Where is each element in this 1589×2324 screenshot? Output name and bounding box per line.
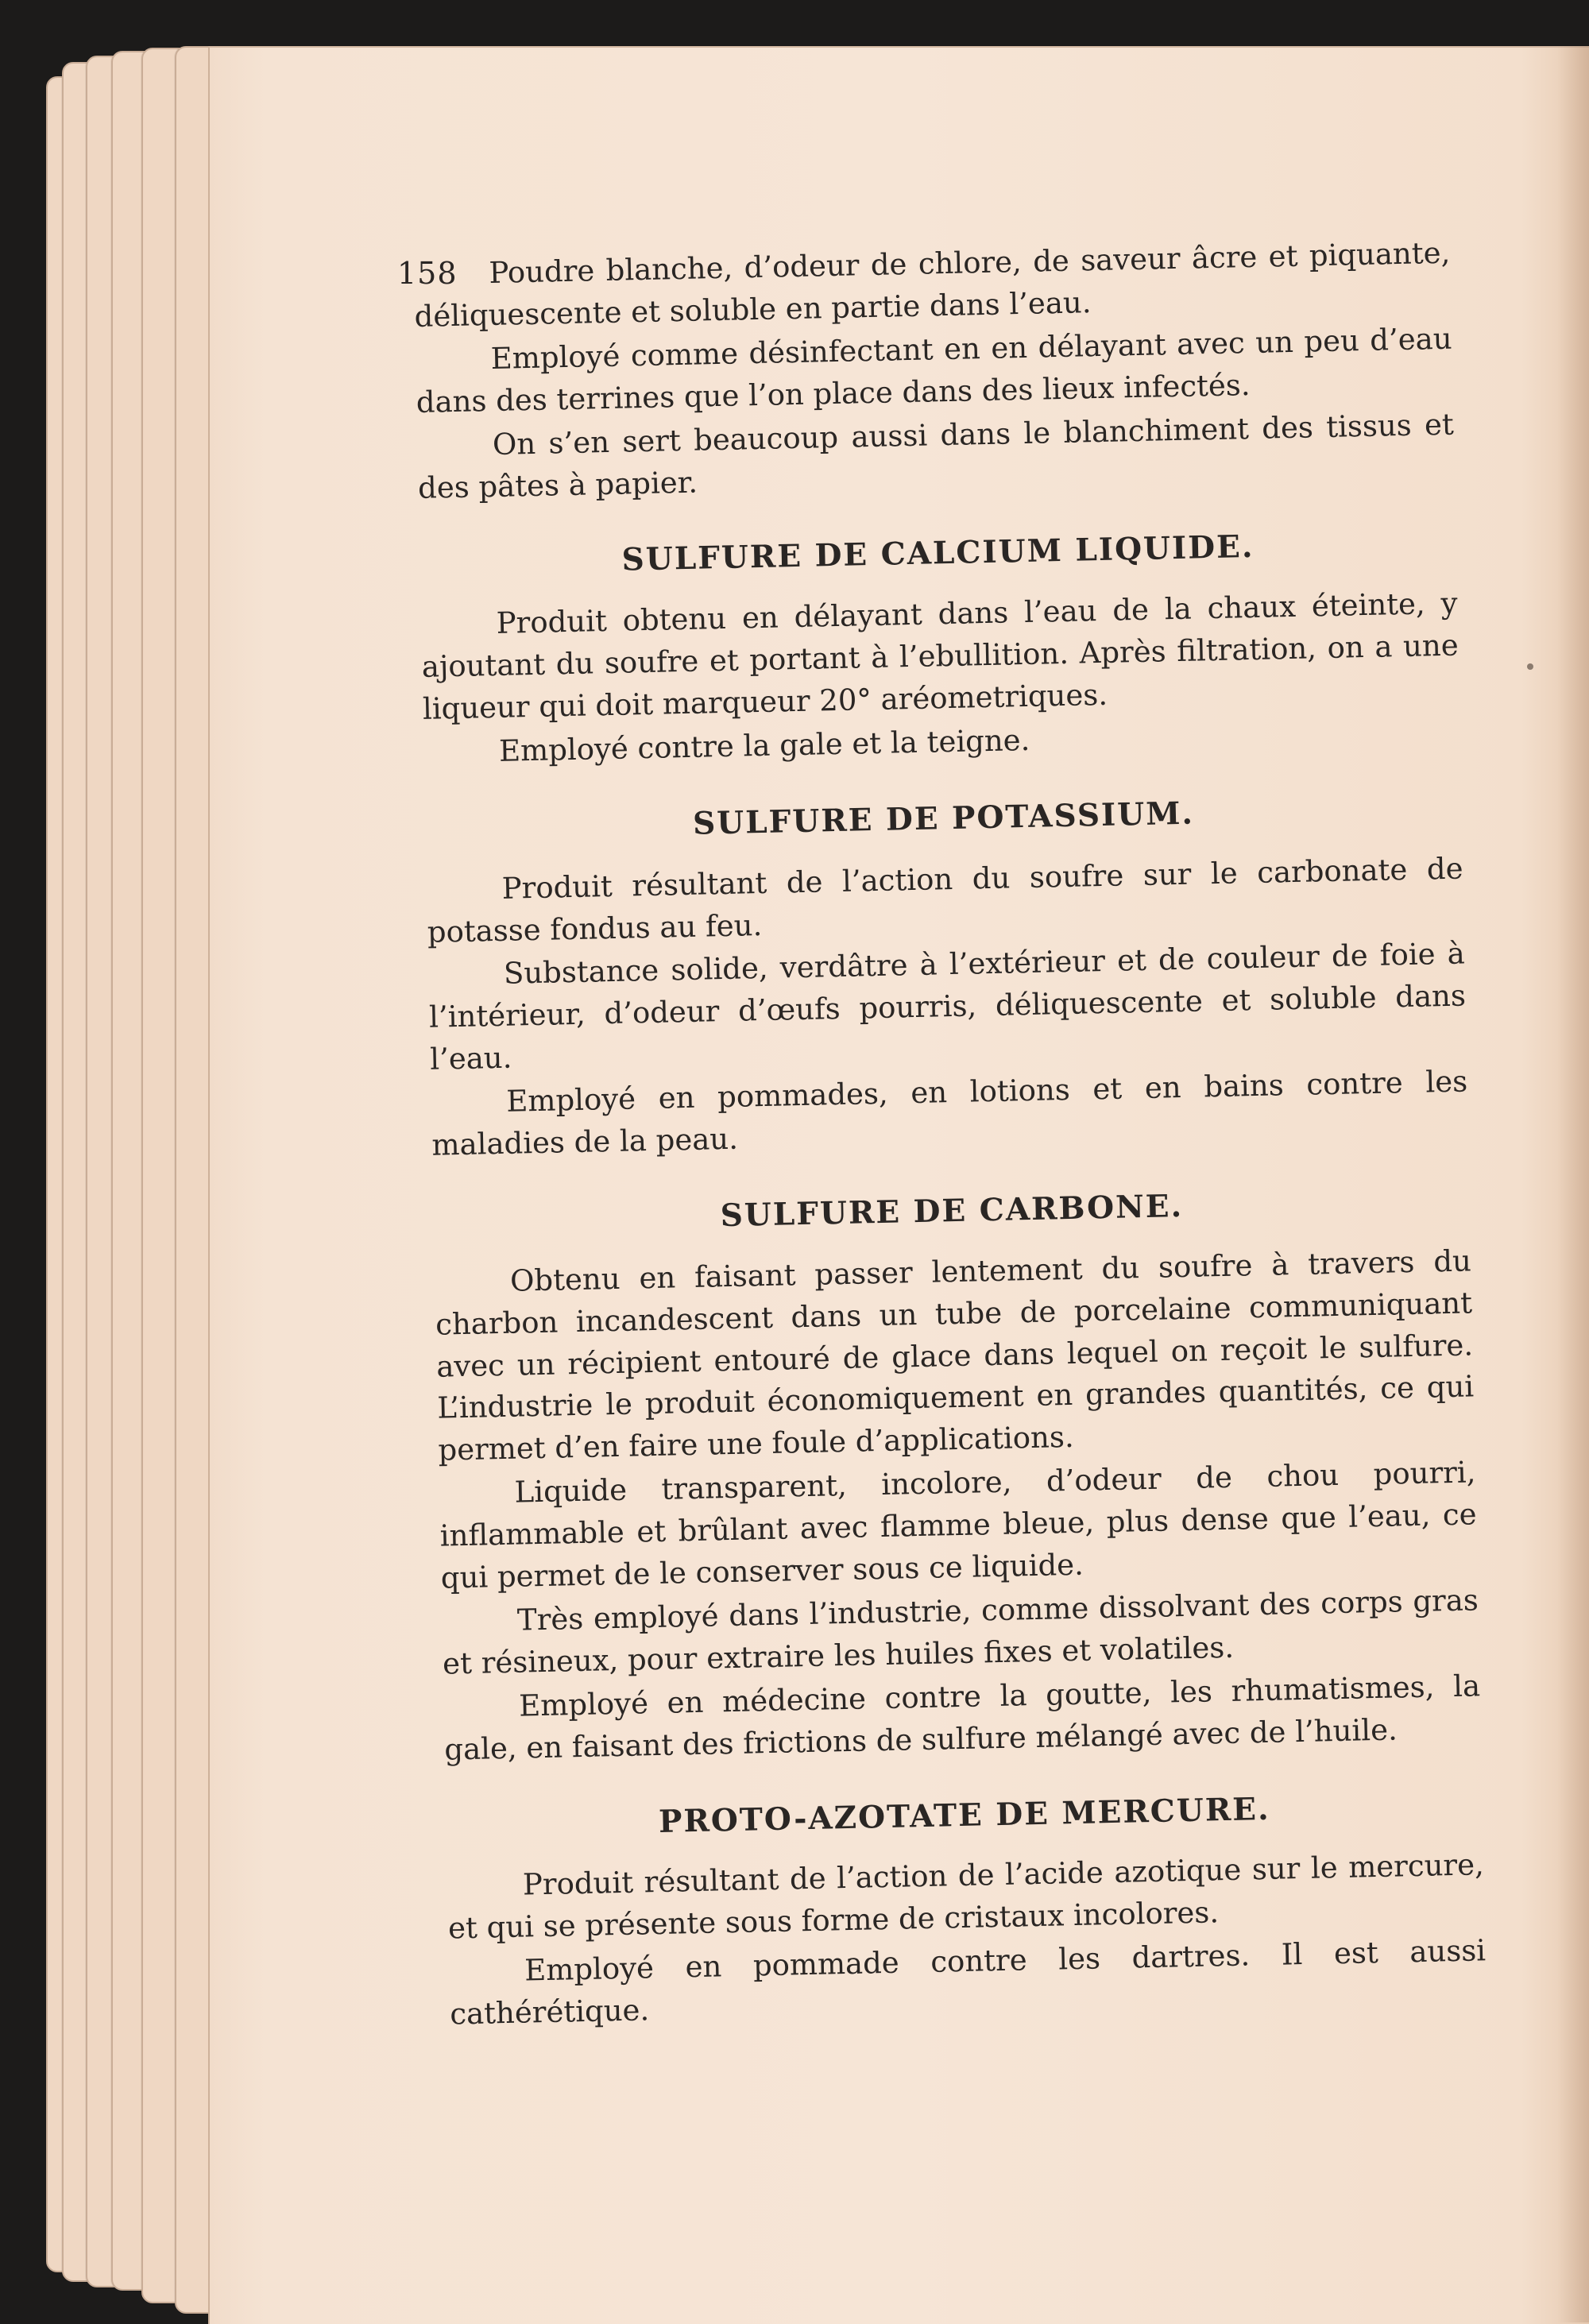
- paragraph: Substance solide, verdâtre à l’extérieur et de couleur de foie à l’intérieur, d’odeur d’œufs pourris, déliquescente et soluble dans l’eau.: [428, 936, 1467, 1077]
- paragraph: On s’en sert beaucoup aussi dans le blanchiment des tissus et des pâtes à papier.: [417, 407, 1455, 505]
- paper-speck: [1527, 663, 1533, 670]
- paragraph: Employé en pommades, en lotions et en bains contre les maladies de la peau.: [431, 1064, 1468, 1162]
- section-heading: SULFURE DE POTASSIUM.: [692, 795, 1195, 842]
- paragraph: Produit obtenu en délayant dans l’eau de la chaux éteinte, y ajoutant du soufre et portant à l’ebullition. Après filtration, on a une liqueur qui doit marqueur 20° aréometriques.: [421, 586, 1459, 726]
- section-heading: SULFURE DE CARBONE.: [720, 1187, 1184, 1235]
- paragraph: Produit résultant de l’action du soufre sur le carbonate de potasse fondus au feu.: [427, 851, 1463, 949]
- page-gutter-shadow: [1557, 46, 1589, 2322]
- paragraph: Employé comme désinfectant en en délayant avec un peu d’eau dans des terrines que l’on place dans des lieux infectés.: [416, 321, 1452, 420]
- paragraph: Poudre blanche, d’odeur de chlore, de saveur âcre et piquante, déliquescente et soluble en partie dans l’eau.: [414, 235, 1451, 334]
- paragraph: Produit résultant de l’action de l’acide azotique sur le mercure, et qui se présente sous forme de cristaux incolores.: [447, 1847, 1485, 1946]
- paragraph: Obtenu en faisant passer lentement du soufre à travers du charbon incandescent dans un tube de porcelaine communiquant avec un récipient entouré de glace dans lequel on reçoit le sulfure. L’industrie le produit économiquement en grandes quantités, ce qui permet d’en faire une foule d’applications.: [435, 1243, 1475, 1467]
- paragraph: Employé en pommade contre les dartres. Il est aussi cathérétique.: [449, 1933, 1487, 2032]
- paragraph: Employé contre la gale et la teigne.: [498, 722, 1030, 768]
- page-number: 158: [397, 256, 458, 291]
- page-text: [413, 233, 1487, 2038]
- section-heading: PROTO-AZOTATE DE MERCURE.: [658, 1790, 1270, 1840]
- paragraph: Liquide transparent, incolore, d’odeur de chou pourri, inflammable et brûlant avec flamme bleue, plus dense que l’eau, ce qui permet de le conserver sous ce liquide.: [439, 1455, 1477, 1595]
- paragraph: Très employé dans l’industrie, comme dissolvant des corps gras et résineux, pour extraire les huiles fixes et volatiles.: [442, 1583, 1479, 1681]
- section-heading: SULFURE DE CALCIUM LIQUIDE.: [621, 528, 1255, 579]
- paragraph: Employé en médecine contre la goutte, les rhumatismes, la gale, en faisant des frictions de sulfure mélangé avec de l’huile.: [443, 1669, 1481, 1767]
